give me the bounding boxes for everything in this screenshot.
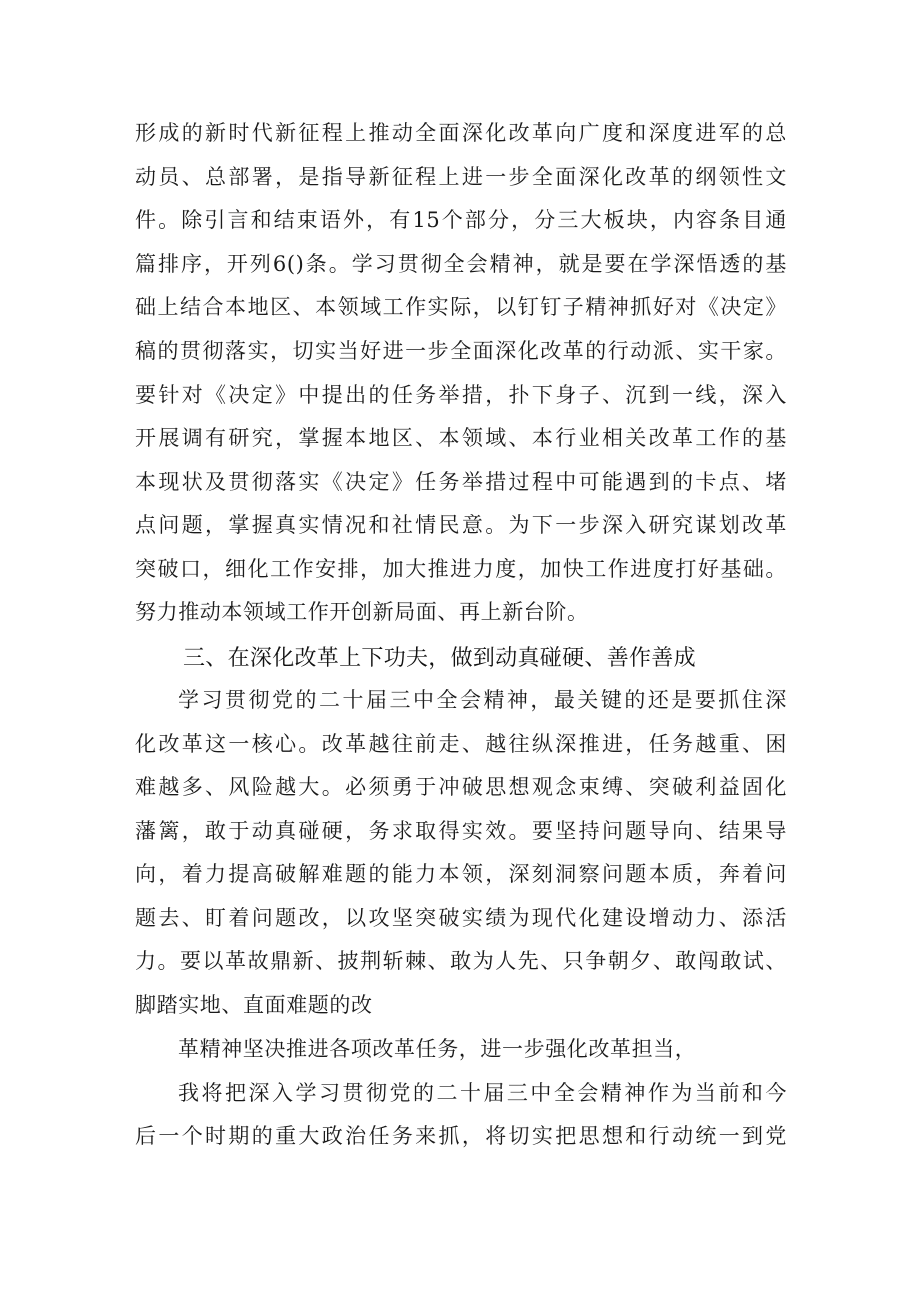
body-text-line: 要针对《决定》中提出的任务举措，扑下身子、沉到一线，深入 [135,383,787,407]
body-text-line: 题去、盯着问题改，以攻坚突破实绩为现代化建设增动力、添活 [135,906,787,930]
body-text-line: 难越多、风险越大。必须勇于冲破思想观念束缚、突破利益固化 [135,775,787,799]
body-text-line: 学习贯彻党的二十届三中全会精神，最关键的还是要抓住深 [178,688,787,712]
body-text-line: 稿的贯彻落实，切实当好进一步全面深化改革的行动派、实干家。 [135,339,787,363]
body-text-line: 我将把深入学习贯彻党的二十届三中全会精神作为当前和今 [178,1081,787,1105]
body-text-line: 后一个时期的重大政治任务来抓，将切实把思想和行动统一到党 [135,1124,787,1148]
body-text-line: 向，着力提高破解难题的能力本领，深刻洞察问题本质，奔着问 [135,862,787,886]
body-text-line: 化改革这一核心。改革越往前走、越往纵深推进，任务越重、困 [135,732,787,756]
body-text-line: 形成的新时代新征程上推动全面深化改革向广度和深度进军的总 [135,121,787,145]
body-text-line: 篇排序，开列6()条。学习贯彻全会精神，就是要在学深悟透的基 [135,252,787,276]
body-text-line: 点问题，掌握真实情况和社情民意。为下一步深入研究谋划改革 [135,513,787,537]
body-text-line: 力。要以革故鼎新、披荆斩棘、敢为人先、只争朝夕、敢闯敢试、 [135,949,787,973]
body-text-line: 础上结合本地区、本领域工作实际，以钉钉子精神抓好对《决定》 [135,295,787,319]
body-text-line: 件。除引言和结束语外，有15个部分，分三大板块，内容条目通 [135,208,787,232]
body-text-line: 本现状及贯彻落实《决定》任务举措过程中可能遇到的卡点、堵 [135,470,787,494]
body-text-line: 努力推动本领域工作开创新局面、再上新台阶。 [135,600,589,624]
section-heading: 三、在深化改革上下功夫，做到动真碰硬、善作善成 [183,646,696,671]
body-text-line: 开展调有研究，掌握本地区、本领域、本行业相关改革工作的基 [135,426,787,450]
body-text-line: 革精神坚决推进各项改革任务，进一步强化改革担当， [178,1037,697,1061]
body-text-line: 藩篱，敢于动真碰硬，务求取得实效。要坚持问题导向、结果导 [135,819,787,843]
body-text-line: 脚踏实地、直面难题的改 [135,993,373,1017]
body-text-line: 动员、总部署，是指导新征程上进一步全面深化改革的纲领性文 [135,165,787,189]
body-text-line: 突破口，细化工作安排，加大推进力度，加快工作进度打好基础。 [135,557,787,581]
